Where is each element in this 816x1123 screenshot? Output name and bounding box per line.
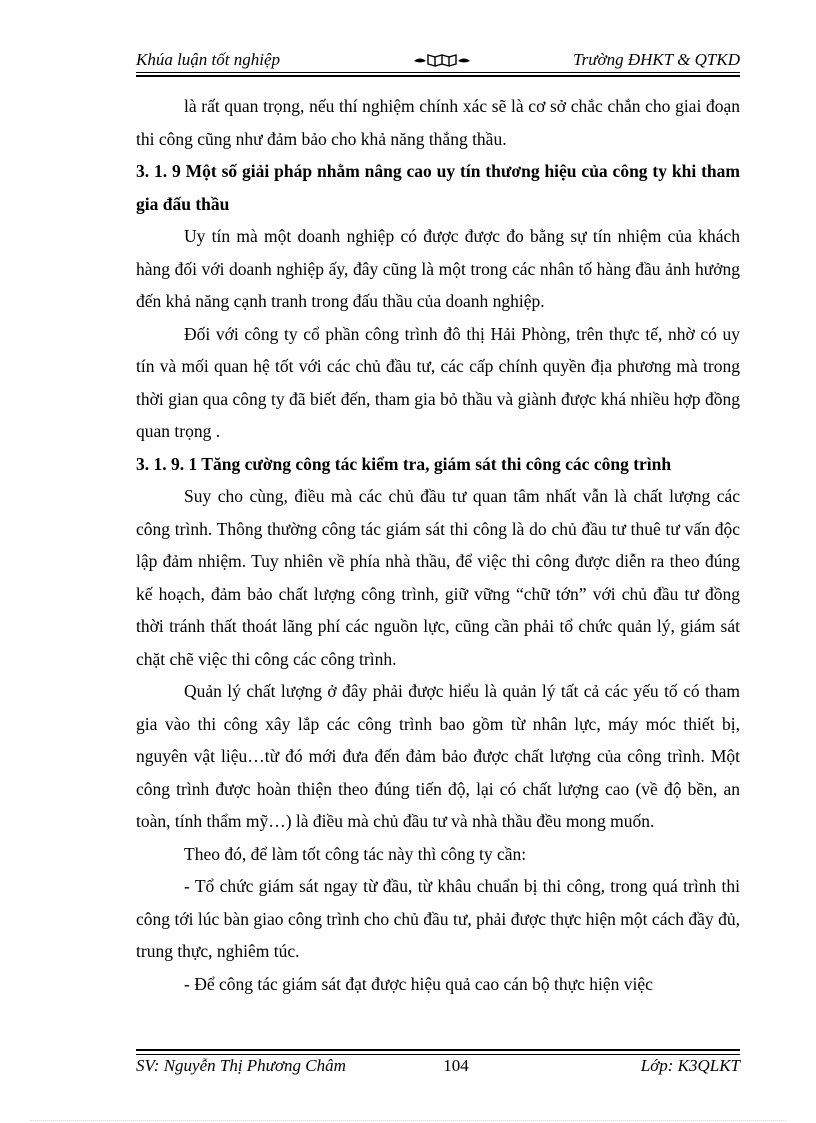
paragraph: là rất quan trọng, nếu thí nghiệm chính xác sẽ là cơ sở chắc chắn cho giai đoạn thi công cũng như đảm bảo cho khả năng thắng thầu. [136, 96, 740, 149]
paragraph: Theo đó, để làm tốt công tác này thì công ty cần: [184, 843, 527, 864]
page-number: 104 [443, 1056, 469, 1075]
paragraph: Đối với công ty cổ phần công trình đô thị Hải Phòng, trên thực tế, nhờ có uy tín và mối quan hệ tốt với các chủ đầu tư, các cấp chính quyền địa phương mà trong thời gian qua công ty đã biết đến, tham gia bỏ thầu và giành được khá nhiều hợp đồng quan trọng . [136, 323, 740, 441]
header-rule-thick [136, 75, 740, 77]
page-footer [136, 1056, 740, 1078]
footer-student-name: SV: Nguyễn Thị Phương Châm [136, 1056, 346, 1075]
footer-class: Lớp: K3QLKT [640, 1056, 740, 1075]
footer-rule-thick [136, 1049, 740, 1051]
header-thesis-title: Khúa luận tốt nghiệp [136, 50, 281, 69]
bullet-paragraph: - Để công tác giám sát đạt được hiệu quả cao cán bộ thực hiện việc [184, 973, 653, 994]
subsection-heading: 3. 1. 9. 1 Tăng cường công tác kiểm tra, giám sát thi công các công trình [136, 453, 672, 474]
section-heading: 3. 1. 9 Một số giải pháp nhằm nâng cao uy tín thương hiệu của công ty khi tham gia đấu thầu [136, 161, 740, 214]
header-university: Trường ĐHKT & QTKD [573, 50, 740, 69]
header-rule-thin [136, 72, 740, 73]
footer-rule-thin [136, 1054, 740, 1055]
book-ornament-icon [412, 52, 472, 68]
page-edge-dots [30, 1120, 786, 1121]
page-body [136, 90, 740, 1000]
paragraph: Uy tín mà một doanh nghiệp có được được đo bằng sự tín nhiệm của khách hàng đối với doanh nghiệp ấy, đây cũng là một trong các nhân tố hàng đầu ảnh hưởng đến khả năng cạnh tranh trong đấu thầu của doanh nghiệp. [136, 226, 740, 311]
paragraph: Suy cho cùng, điều mà các chủ đầu tư quan tâm nhất vẫn là chất lượng các công trình. Thông thường công tác giám sát thi công là do chủ đầu tư thuê tư vấn độc lập đảm nhiệm. Tuy nhiên về phía nhà thầu, để việc thi công được diễn ra theo đúng kế hoạch, đảm bảo chất lượng công trình, giữ vững “chữ tớn” với chủ đầu tư đồng thời tránh thất thoát lãng phí các nguồn lực, cũng cần phải tổ chức quản lý, giám sát chặt chẽ việc thi công các công trình. [136, 486, 740, 669]
bullet-paragraph: - Tổ chức giám sát ngay từ đầu, từ khâu chuẩn bị thi công, trong quá trình thi công tới lúc bàn giao công trình cho chủ đầu tư, phải được thực hiện một cách đầy đủ, trung thực, nghiêm túc. [136, 876, 740, 961]
paragraph: Quản lý chất lượng ở đây phải được hiểu là quản lý tất cả các yếu tố có tham gia vào thi công xây lắp các công trình bao gồm từ nhân lực, máy móc thiết bị, nguyên vật liệu…từ đó mới đưa đến đảm bảo được chất lượng của công trình. Một công trình được hoàn thiện theo đúng tiến độ, lại có chất lượng cao (về độ bền, an toàn, tính thẩm mỹ…) là điều mà chủ đầu tư và nhà thầu đều mong muốn. [136, 681, 740, 831]
page-header [136, 50, 740, 72]
